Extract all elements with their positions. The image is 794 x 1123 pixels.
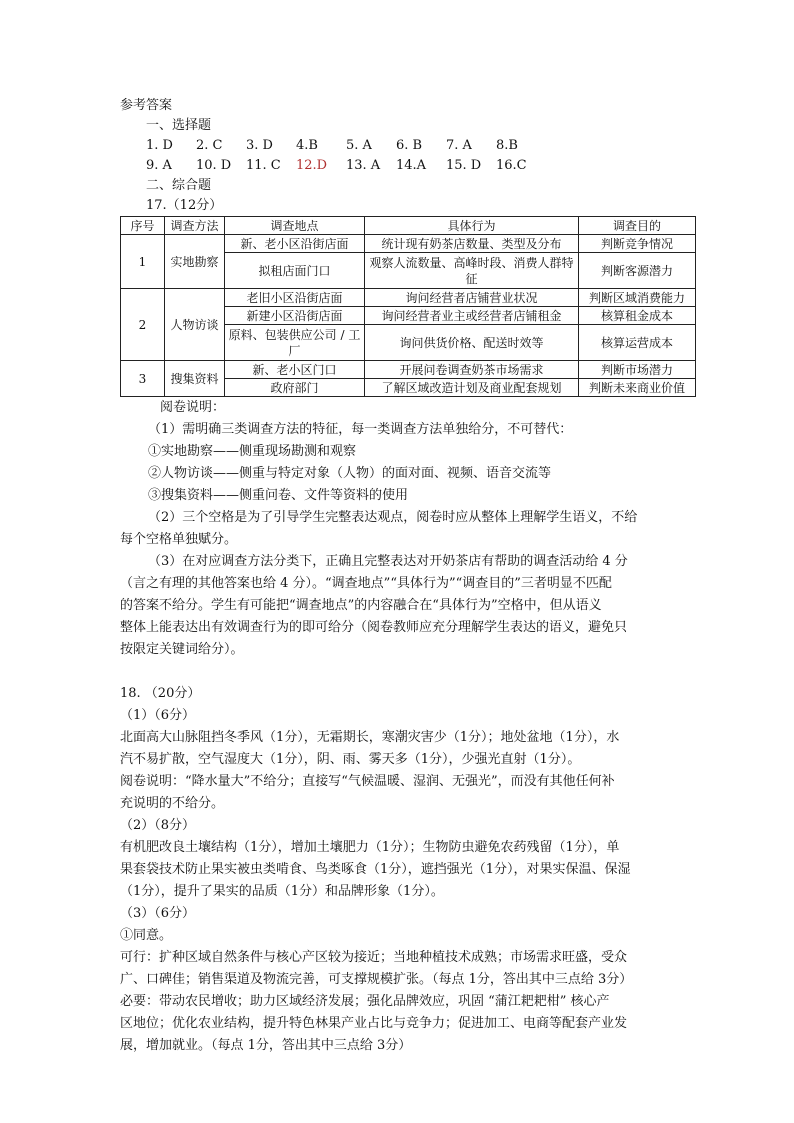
note-text: 充说明的不给分。 [120,796,225,811]
part-heading: （2）（8分） [120,818,196,833]
table-cell-action: 询问经营者店铺营业状况 [365,289,579,307]
table-header-cell: 序号 [121,217,165,235]
note-text: （1）需明确三类调查方法的特征，每一类调查方法单独给分，不可替代： [148,422,573,437]
answer-text: 必要：带动农民增收；助力区域经济发展；强化品牌效应，巩固 “蒲江耙耙柑” 核心产 [120,994,610,1009]
note-text: 每个空格单独赋分。 [120,532,238,547]
note-text: ②人物访谈——侧重与特定对象（人物）的面对面、视频、语音交流等 [148,466,552,481]
table-row [121,235,696,253]
note-text: 按限定关键词给分）。 [120,642,244,657]
mcq-answer: 10. D [196,158,232,173]
answer-text: 北面高大山脉阻挡冬季风（1分），无霜期长，寒潮灾害少（1分）；地处盆地（1分），水 [120,730,620,745]
mcq-answer: 4.B [296,138,318,153]
answer-text: 广、口碑佳；销售渠道及物流完善，可支撑规模扩张。（每点 1分，答出其中三点给 3分） [120,972,633,987]
answer-text: 汽不易扩散，空气湿度大（1分），阴、雨、雾天多（1分），少强光直射（1分）。 [120,752,581,767]
answer-text: 有机肥改良土壤结构（1分），增加土壤肥力（1分）；生物防虫避免农药残留（1分），单 [120,840,620,855]
answer-text: 可行：扩种区域自然条件与核心产区较为接近；当地种植技术成熟；市场需求旺盛，受众 [120,950,628,965]
table-cell-purpose: 判断区域消费能力 [579,289,696,307]
mcq-answer: 3. D [246,138,273,153]
mcq-answer: 13. A [346,158,381,173]
table-cell-action: 询问供货价格、配送时效等 [365,325,579,361]
table-cell-purpose: 判断未来商业价值 [579,379,696,397]
table-cell-action: 了解区域改造计划及商业配套规划 [365,379,579,397]
question-17-heading: 17.（12分） [146,198,223,213]
table-cell-purpose: 判断竞争情况 [579,235,696,253]
table-row [121,361,696,379]
mcq-row-2 [120,156,695,176]
answer-text: 区地位；优化农业结构，提升特色林果产业占比与竞争力；促进加工、电商等配套产业发 [120,1016,628,1031]
table-cell-method: 人物访谈 [165,289,225,361]
table-cell-place: 拟租店面门口 [225,253,365,289]
table-cell-no: 3 [121,361,165,397]
note-text: （3）在对应调查方法分类下，正确且完整表达对开奶茶店有帮助的调查活动给 4 分 [148,554,628,569]
answer-text: （1分），提升了果实的品质（1分）和品牌形象（1分）。 [120,884,444,899]
table-header-cell: 调查地点 [225,217,365,235]
notes-title: 阅卷说明： [160,400,226,415]
mcq-answer: 12.D [296,158,328,173]
table-cell-place: 新、老小区门口 [225,361,365,379]
answer-text: 果套袋技术防止果实被虫类啃食、鸟类啄食（1分），遮挡强光（1分），对果实保温、保湿 [120,862,631,877]
mcq-answer: 9. A [146,158,172,173]
table-header-row [121,217,696,235]
mcq-answer: 5. A [346,138,372,153]
page-title: 参考答案 [120,98,173,113]
mcq-answer: 11. C [246,158,281,173]
note-text: ③搜集资料——侧重问卷、文件等资料的使用 [148,488,409,503]
section-heading-comprehensive: 二、综合题 [146,178,212,193]
q17-grading-notes [120,397,695,661]
mcq-answer: 16.C [496,158,527,173]
table-cell-purpose: 核算运营成本 [579,325,696,361]
mcq-answer: 8.B [496,138,518,153]
mcq-answer: 14.A [396,158,427,173]
answer-text: ①同意。 [120,928,173,943]
table-cell-place: 政府部门 [225,379,365,397]
table-header-cell: 调查方法 [165,217,225,235]
table-cell-action: 统计现有奶茶店数量、类型及分布 [365,235,579,253]
note-text: （2）三个空格是为了引导学生完整表达观点，阅卷时应从整体上理解学生语义，不给 [148,510,638,525]
table-cell-place: 老旧小区沿街店面 [225,289,365,307]
table-cell-place: 新建小区沿街店面 [225,307,365,325]
note-text: 的答案不给分。学生有可能把“调查地点”的内容融合在“具体行为”空格中，但从语义 [120,598,602,613]
table-header-cell: 调查目的 [579,217,696,235]
table-cell-place: 新、老小区沿街店面 [225,235,365,253]
note-text: ①实地勘察——侧重现场勘测和观察 [148,444,357,459]
table-cell-purpose: 判断客源潜力 [579,253,696,289]
part-heading: （3）（6分） [120,906,196,921]
table-cell-action: 询问经营者业主或经营者店铺租金 [365,307,579,325]
mcq-answer: 6. B [396,138,423,153]
note-text: （言之有理的其他答案也给 4 分）。“调查地点”“具体行为”“调查目的”三者明显不匹配 [120,576,612,591]
mcq-answer: 15. D [446,158,482,173]
mcq-row-1 [120,136,695,156]
mcq-answer: 1. D [146,138,173,153]
mcq-answer: 7. A [446,138,472,153]
table-header-cell: 具体行为 [365,217,579,235]
table-cell-method: 搜集资料 [165,361,225,397]
question-18-answer [120,683,695,1057]
table-cell-no: 2 [121,289,165,361]
survey-answer-table [120,216,696,397]
section-heading-choice: 一、选择题 [146,118,212,133]
answer-document [120,96,695,1057]
table-cell-method: 实地勘察 [165,235,225,289]
table-cell-no: 1 [121,235,165,289]
table-cell-action: 观察人流数量、高峰时段、消费人群特征 [365,253,579,289]
table-cell-action: 开展问卷调查奶茶市场需求 [365,361,579,379]
table-cell-purpose: 判断市场潜力 [579,361,696,379]
part-heading: （1）（6分） [120,708,196,723]
note-text: 阅卷说明：“降水量大”不给分；直接写“气候温暖、湿润、无强光”，而没有其他任何补 [120,774,615,789]
table-cell-place: 原料、包装供应公司 / 工厂 [225,325,365,361]
table-row [121,289,696,307]
table-cell-purpose: 核算租金成本 [579,307,696,325]
question-18-heading: 18. （20分） [120,686,201,701]
mcq-answer: 2. C [196,138,223,153]
note-text: 整体上能表达出有效调查行为的即可给分（阅卷教师应充分理解学生表达的语义，避免只 [120,620,628,635]
answer-text: 展，增加就业。（每点 1分，答出其中三点给 3分） [120,1038,412,1053]
